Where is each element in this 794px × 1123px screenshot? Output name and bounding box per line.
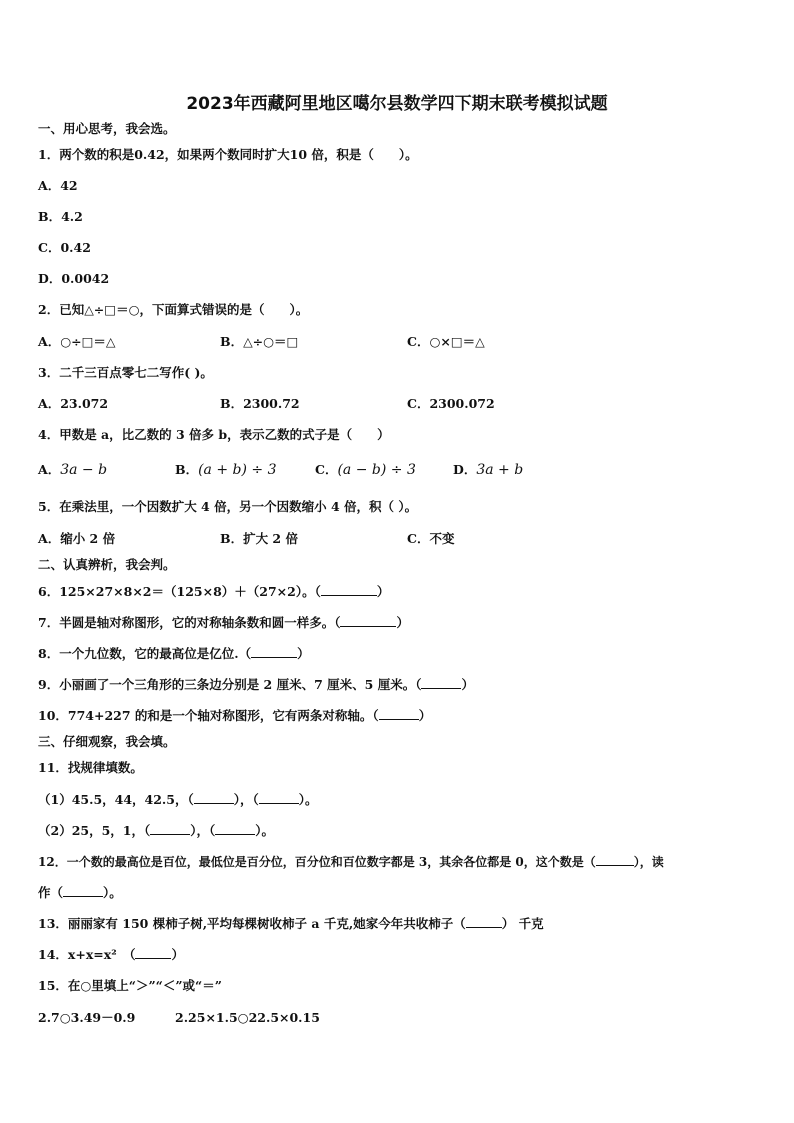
question-2-stem: 2．已知△÷□＝○，下面算式错误的是（ ）。 [38,302,309,317]
question-11-part-1: （1）45.5，44，42.5，（ ），（ ）。 [38,792,318,807]
question-6: 6．125×27×8×2＝（125×8）＋（27×2）。（ ） [38,584,390,599]
answer-blank[interactable] [379,707,419,720]
option-expression: 3a + b [476,462,524,478]
question-12-text-2: 作 [38,885,51,900]
option-expression: 3a − b [60,462,108,478]
answer-blank[interactable] [150,822,190,835]
question-7: 7．半圆是轴对称图形，它的对称轴条数和圆一样多。（ ） [38,615,409,630]
question-9-text: 9．小丽画了一个三角形的三条边分别是 2 厘米、7 厘米、5 厘米。 [38,677,416,692]
option-label: D． [453,462,477,477]
question-3-option-a: A．23.072 [38,396,109,411]
question-15-stem: 15．在○里填上“＞”“＜”或“＝” [38,978,222,993]
option-expression: (a + b) ÷ 3 [198,462,277,478]
question-2-option-a: A．○÷□＝△ [38,334,116,349]
question-10: 10．774+227 的和是一个轴对称图形，它有两条对称轴。（ ） [38,708,432,723]
question-11-part-2-text: （2）25，5，1， [38,823,144,838]
option-expression: (a − b) ÷ 3 [337,462,416,478]
question-14-text: 14．x+x=x² [38,947,117,962]
question-8-text: 8．一个九位数，它的最高位是亿位. [38,646,239,661]
question-12-text: 12．一个数的最高位是百位，最低位是百分位，百分位和百位数字都是 3，其余各位都是 0，这个数是 [38,855,584,869]
question-5-option-c: C．不变 [407,531,455,546]
question-3-stem: 3．二千三百点零七二写作( )。 [38,365,213,380]
question-12-line-2: 作（ ）。 [38,885,122,900]
option-label: A． [38,462,61,477]
question-1-option-d: D．0.0042 [38,271,110,286]
page-title: 2023年西藏阿里地区噶尔县数学四下期末联考模拟试题 [186,94,608,114]
question-5-stem: 5．在乘法里，一个因数扩大 4 倍，另一个因数缩小 4 倍，积（ ）。 [38,499,418,514]
question-3-option-c: C．2300.072 [407,396,495,411]
answer-blank[interactable] [215,822,255,835]
question-13: 13．丽丽家有 150 棵柿子树,平均每棵树收柿子 a 千克,她家今年共收柿子（ ） 千克 [38,916,544,931]
question-7-text: 7．半圆是轴对称图形，它的对称轴条数和圆一样多。 [38,615,335,630]
question-4-option-c [315,462,416,478]
section-heading-2: 二、认真辨析，我会判。 [38,557,176,572]
question-4-stem: 4．甲数是 a，比乙数的 3 倍多 b，表示乙数的式子是（ ） [38,427,390,442]
question-4-option-d [453,462,523,478]
question-3-option-b: B．2300.72 [220,396,300,411]
section-heading-1: 一、用心思考，我会选。 [38,121,176,136]
question-4-option-b [175,462,276,478]
answer-blank[interactable] [259,791,299,804]
answer-blank[interactable] [63,884,103,897]
question-11-part-2: （2）25，5，1，（ ），（ ）。 [38,823,275,838]
question-2-option-c: C．○×□＝△ [407,334,485,349]
question-15-expression-2: 2.25×1.5○22.5×0.15 [175,1010,320,1025]
question-8: 8．一个九位数，它的最高位是亿位.（ ） [38,646,310,661]
option-label: C． [315,462,338,477]
question-5-option-b: B．扩大 2 倍 [220,531,298,546]
answer-blank[interactable] [194,791,234,804]
question-1-option-b: B．4.2 [38,209,83,224]
question-12-text-end: ，读 [639,855,664,869]
question-6-text: 6．125×27×8×2＝（125×8）＋（27×2）。 [38,584,315,599]
question-9: 9．小丽画了一个三角形的三条边分别是 2 厘米、7 厘米、5 厘米。（ ） [38,677,474,692]
answer-blank[interactable] [596,853,634,866]
question-5-option-a: A．缩小 2 倍 [38,531,116,546]
question-12-line-1: 12．一个数的最高位是百位，最低位是百分位，百分位和百位数字都是 3，其余各位都是 0，这个数是（ ），读 [38,855,664,869]
question-10-text: 10．774+227 的和是一个轴对称图形，它有两条对称轴。 [38,708,373,723]
question-13-text: 13．丽丽家有 150 棵柿子树,平均每棵树收柿子 a 千克,她家今年共收柿子 [38,916,454,931]
option-label: B． [175,462,199,477]
question-4-option-a [38,462,107,478]
question-14: 14．x+x=x² （ ） [38,947,184,962]
answer-blank[interactable] [340,614,396,627]
answer-blank[interactable] [466,915,502,928]
section-heading-3: 三、仔细观察，我会填。 [38,734,176,749]
question-13-unit: 千克 [518,916,544,931]
answer-blank[interactable] [421,676,461,689]
question-11-stem: 11．找规律填数。 [38,760,143,775]
question-1-stem: 1．两个数的积是0.42，如果两个数同时扩大10 倍，积是（ ）。 [38,147,418,162]
question-1-option-a: A．42 [38,178,78,193]
question-11-part-1-text: （1）45.5，44，42.5， [38,792,188,807]
answer-blank[interactable] [251,645,297,658]
question-2-option-b: B．△÷○＝□ [220,334,299,349]
question-15-expression-1: 2.7○3.49－0.9 [38,1010,136,1025]
answer-blank[interactable] [135,946,171,959]
answer-blank[interactable] [321,583,377,596]
question-1-option-c: C．0.42 [38,240,91,255]
